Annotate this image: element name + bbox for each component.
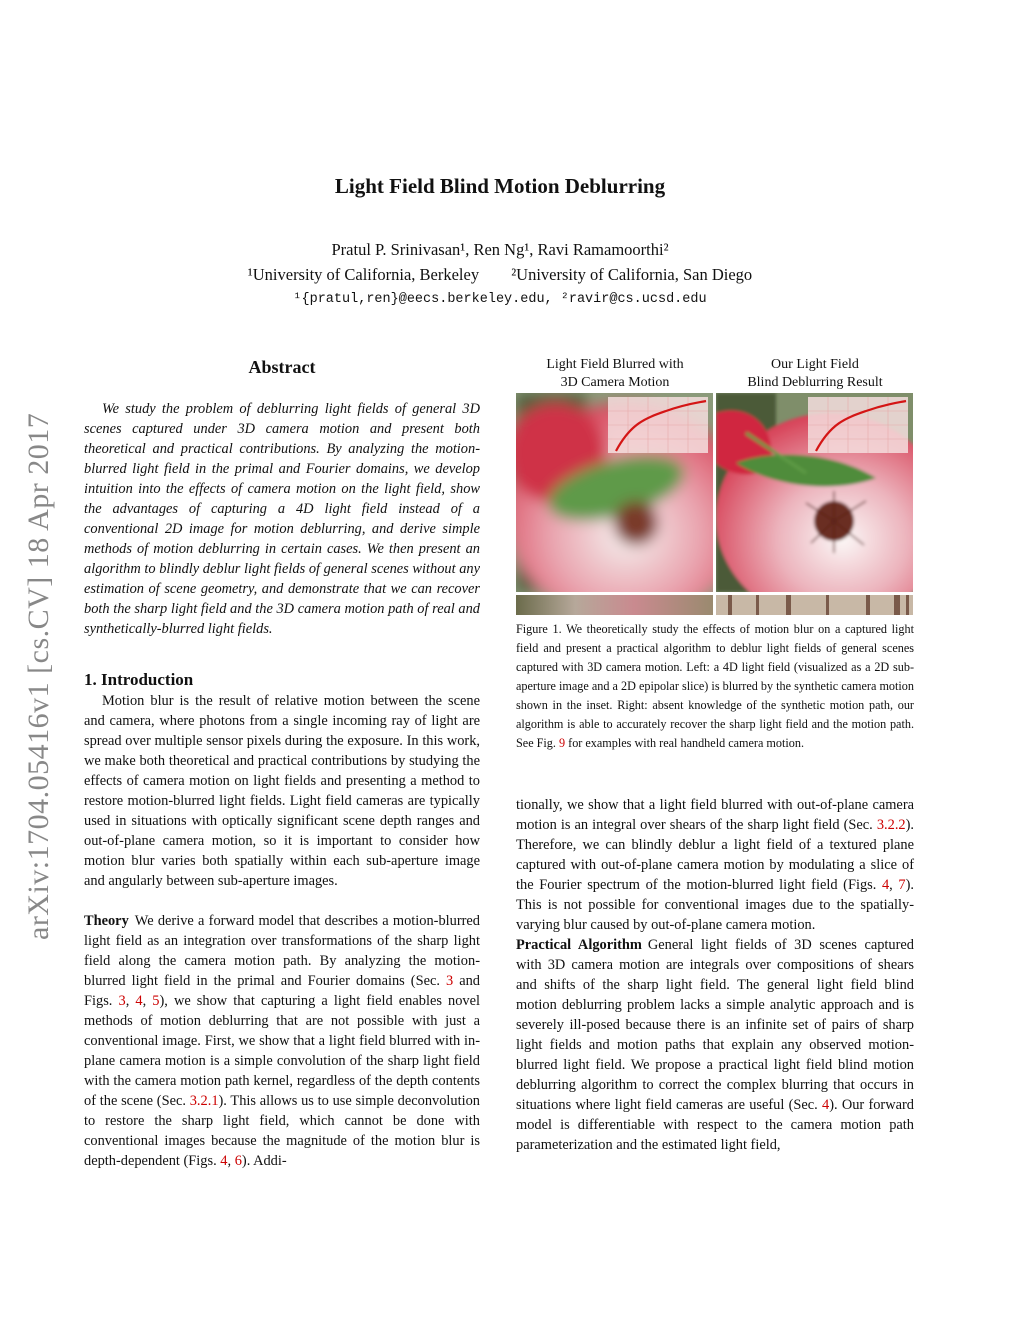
affiliation-berkeley: ¹University of California, Berkeley [247, 265, 480, 284]
figure-header-right-line: Our Light Field [771, 357, 859, 372]
abstract-heading: Abstract [248, 357, 316, 377]
caption-text: Figure 1. We theoretically study the effects of motion blur on a captured light field and present a practical algorithm to deblur light fields of general scenes captured with 3D camera motion. Left: a 4D light field (visualized as a 2D sub-aperture image and a 2D epipolar slice) is blurred by the synthetic camera motion shown in the inset. Right: absent knowledge of the synthetic motion path, our algorithm is able to accurately recover the sharp light field and the motion path. See Fig. [516, 622, 914, 750]
caption-text: for examples with real handheld camera motion. [565, 736, 805, 750]
ref-fig-6[interactable]: 6 [234, 1153, 242, 1169]
ref-sec-4[interactable]: 4 [822, 1097, 830, 1113]
theory-text: , [227, 1153, 235, 1169]
affiliation-ucsd: ²University of California, San Diego [511, 265, 753, 284]
theory-text: ), we show that capturing a light field enables novel methods of motion deblurring that are not possible with just a conventional image. First, we show that a light field blurred with in-plane camera motion is a simple convolution of the sharp light field with the camera motion path kernel, regardless of the depth contents of the scene (Sec. [84, 993, 480, 1109]
abstract-body [84, 399, 480, 639]
figure-deblurred-epipolar-slice [716, 595, 913, 615]
author-emails: ¹{pratul,ren}@eecs.berkeley.edu, ²ravir@cs.ucsd.edu [293, 292, 707, 307]
body-text: ). This is not possible for conventional images due to the spatially-varying blur caused by out-of-plane camera motion. [516, 877, 914, 933]
affiliations [0, 265, 1000, 285]
ref-fig-4[interactable]: 4 [135, 993, 143, 1009]
ref-fig-3[interactable]: 3 [118, 993, 126, 1009]
figure-header-left-line: 3D Camera Motion [560, 375, 670, 390]
ref-fig-4[interactable]: 4 [220, 1153, 228, 1169]
author-list: Pratul P. Srinivasan¹, Ren Ng¹, Ravi Ramamoorthi² [331, 240, 669, 259]
figure-header-left [515, 356, 715, 392]
arxiv-identifier: arXiv:1704.05416v1 [cs.CV] 18 Apr 2017 [22, 412, 55, 940]
theory-text: We derive a forward model that describes a motion-blurred light field as an integration over transformations of the sharp light field along the camera motion path. By analyzing the motion-blurred light field in the primal and Fourier domains (Sec. [84, 913, 480, 989]
body-text: , [889, 877, 899, 893]
figure-deblurred-result-image [716, 393, 913, 592]
intro-paragraph [84, 691, 480, 891]
body-text: ). Our forward model is differentiable with respect to the camera motion path parameterization and the estimated light field, [516, 1097, 914, 1153]
ref-sec-3[interactable]: 3 [445, 973, 454, 989]
theory-text: ). This allows us to use simple deconvolution to restore the sharp light field, which cannot be done with conventional images because the magnitude of the motion blur is depth-dependent (Figs. [84, 1093, 480, 1169]
continuation-paragraph [516, 795, 914, 935]
figure-header-right-line: Blind Deblurring Result [747, 375, 883, 390]
practical-algorithm-heading: Practical Algorithm [516, 937, 642, 953]
ref-fig-9[interactable]: 9 [559, 736, 566, 750]
ref-sec-3-2-2[interactable]: 3.2.2 [876, 817, 906, 833]
figure-header-right [715, 356, 915, 392]
right-column-body [516, 795, 914, 1155]
section-heading-introduction: 1. Introduction [84, 670, 194, 689]
ref-fig-5[interactable]: 5 [152, 993, 160, 1009]
theory-text: ). Addi- [241, 1153, 287, 1169]
figure-blurred-epipolar-slice [516, 595, 713, 615]
theory-paragraph [84, 911, 480, 1171]
figure-1-caption [516, 620, 914, 753]
theory-text: , [142, 993, 153, 1009]
theory-run-in-heading: Theory [84, 913, 129, 929]
theory-text: , [125, 993, 136, 1009]
ref-sec-3-2-1[interactable]: 3.2.1 [189, 1093, 219, 1109]
intro-text: Motion blur is the result of relative motion between the scene and camera, where photons from a single incoming ray of light are spread over multiple sensor pixels during the exposure. In this work, we make both theoretical and practical contributions by studying the effects of camera motion on light fields and presenting a method to restore motion-blurred light fields. Light field cameras are typically used in situations with optically significant scene depth ranges and out-of-plane camera motion, so it is important to consider how motion blur varies both spatially within each sub-aperture image and angularly between sub-aperture images. [84, 693, 480, 889]
body-text: General light fields of 3D scenes captured with 3D camera motion are integrals over compositions of shears and shifts of the sharp light field. The general light field blind motion deblurring problem lacks a simple analytic approach and is severely ill-posed because there is an infinite set of pairs of sharp light fields and motion paths that explain any observed motion-blurred light field. We propose a practical light field blind motion deblurring algorithm to correct the complex blurring that occurs in situations where light field cameras are useful (Sec. [516, 937, 915, 1113]
abstract-text: We study the problem of deblurring light fields of general 3D scenes captured under 3D camera motion and present both theoretical and practical contributions. By analyzing the motion-blurred light field in the primal and Fourier domains, we develop intuition into the effects of camera motion on the light field, show the advantages of capturing a 4D light field instead of a conventional 2D image for motion deblurring, and derive simple methods of motion deblurring in certain cases. We then present an algorithm to blindly deblur light fields of general scenes without any estimation of scene geometry, and demonstrate that we can recover both the sharp light field and the 3D camera motion path of real and synthetically-blurred light fields. [84, 401, 480, 637]
theory-text: and Figs. [84, 973, 480, 1009]
figure-header-left-line: Light Field Blurred with [546, 357, 684, 372]
paper-title: Light Field Blind Motion Deblurring [334, 174, 666, 198]
ref-fig-7[interactable]: 7 [898, 877, 906, 893]
practical-algorithm-paragraph [516, 935, 914, 1155]
figure-blurred-light-field-image [516, 393, 713, 592]
body-text: tionally, we show that a light field blurred with out-of-plane camera motion is an integral over shears of the sharp light field (Sec. [516, 797, 914, 833]
body-text: ). Therefore, we can blindly deblur a light field of a textured plane captured with out-of-plane camera motion by modulating a slice of the Fourier spectrum of the motion-blurred light field (Figs. [516, 817, 914, 893]
ref-fig-4[interactable]: 4 [881, 877, 890, 893]
